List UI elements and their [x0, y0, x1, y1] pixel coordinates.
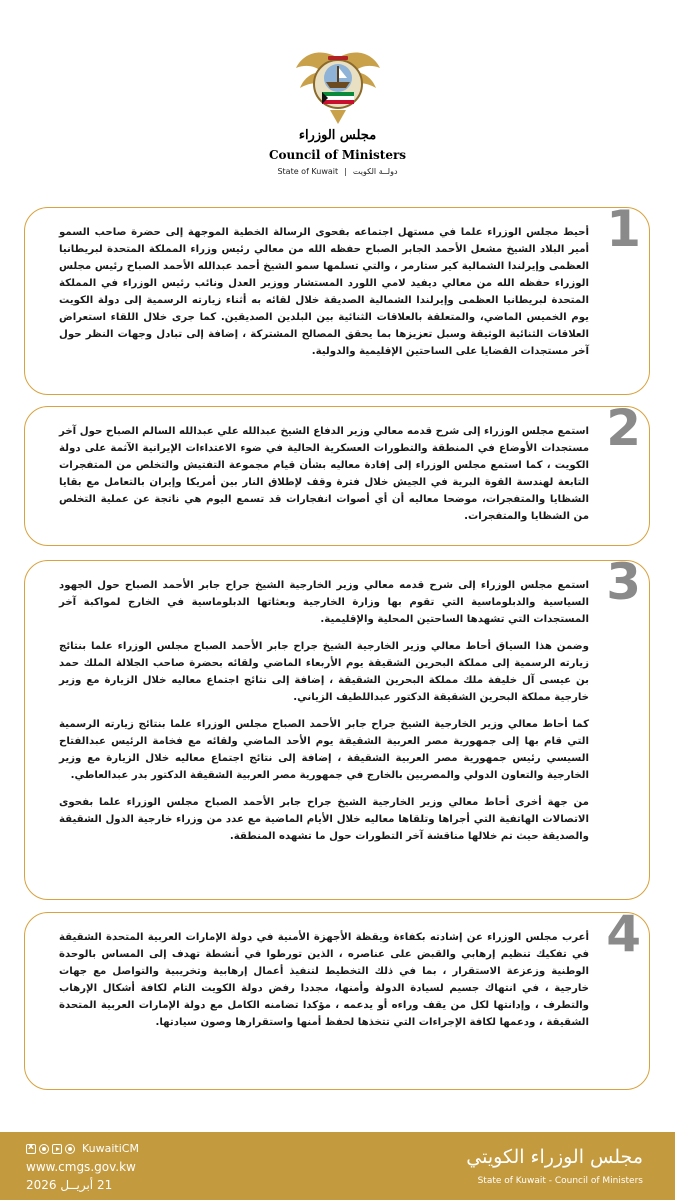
- youtube-icon[interactable]: [52, 1144, 62, 1154]
- section-paragraph: وضمن هذا السياق أحاط معالي وزير الخارجية الشيخ جراح جابر الأحمد الصباح مجلس الوزراء علما بنتائج زيارته الرسمية إلى مملكة البحرين الشقيقة يوم الأربعاء الماضي ولقائه بحضرة صاحب الجلالة الملك حمد بن عيسى آل خليفة ملك مملكة البحرين الشقيقة ، إضافة إلى نتائج اجتماع معاليه خلال الزيارة مع وزير خارجية مملكة البحرين الشقيقة الدكتور عبداللطيف الزياني.: [59, 641, 589, 703]
- section-2: [24, 399, 650, 546]
- section-body: [59, 929, 589, 1041]
- footer-title-english: State of Kuwait - Council of Ministers: [477, 1176, 643, 1186]
- header-title-english: Council of Ministers: [268, 148, 407, 162]
- header-state-line: [0, 167, 675, 176]
- section-paragraph: أعرب مجلس الوزراء عن إشادته بكفاءة ويقظة الأجهزة الأمنية في دولة الإمارات العربية المتحدة الشقيقة في تفكيك تنظيم إرهابي والقبض على عناصره ، الذين تورطوا في أنشطة تهدف إلى المساس بالوحدة الوطنية وزعزعة الاستقرار ، بما في ذلك التخطيط لتنفيذ أعمال إرهابية وتخريبية والتواصل مع جهات خارجية ، في انتهاك جسيم لسيادة الدولة وأمنها، مجددا رفض دولة الكويت التام لكافة أشكال الإرهاب والتطرف ، وإدانتها لكل من يقف وراءه أو يدعمه ، مؤكدا تضامنه الكامل مع دولة الإمارات العربية المتحدة الشقيقة ، ودعمها لكافة الإجراءات التي تتخذها لحفظ أمنها واستقرارها وصون سيادتها.: [59, 932, 589, 1028]
- kuwait-emblem-icon: [292, 38, 384, 130]
- instagram-icon[interactable]: [39, 1144, 49, 1154]
- section-4: [24, 905, 650, 1090]
- website-link[interactable]: www.cmgs.gov.kw: [26, 1160, 136, 1174]
- section-paragraph: من جهة أخرى أحاط معالي وزير الخارجية الشيخ جراح جابر الأحمد الصباح مجلس الوزراء علما بفحوى الاتصالات الهاتفية التي أجراها وتلقاها معاليه خلال الأيام الماضية مع عدد من وزراء خارجية الدول الشقيقة والصديقة حيث تم خلالها مناقشة آخر التطورات حول ما تشهده المنطقة.: [59, 797, 589, 842]
- header-separator: |: [344, 167, 347, 176]
- section-paragraph: كما أحاط معالي وزير الخارجية الشيخ جراح جابر الأحمد الصباح مجلس الوزراء علما بنتائج زيارته الرسمية التي قام بها إلى جمهورية مصر العربية الشقيقة يوم الأحد الماضي ولقائه مع فخامة الرئيس عبدالفتاح السيسي رئيس جمهورية مصر العربية الشقيقة ، إضافة إلى نتائج اجتماع معاليه خلال الزيارة مع وزير الخارجية والتعاون الدولي والمصريين بالخارج في جمهورية مصر العربية الشقيقة الدكتور بدر عبدالعاطي.: [59, 719, 589, 781]
- section-body: [59, 577, 589, 855]
- section-paragraph: استمع مجلس الوزراء إلى شرح قدمه معالي وزير الدفاع الشيخ عبدالله علي عبدالله السالم الصباح حول آخر مستجدات الأوضاع في المنطقة والتطورات العسكرية الحالية في ضوء الاعتداءات الإيرانية الآثمة على دولة الكويت ، كما استمع مجلس الوزراء إلى إفادة معاليه بشأن قيام مجموعة التفتيش والتخلص من المتفجرات التابعة لهندسة القوة البرية في الجيش خلال فترة وقف لإطلاق النار بين أمريكا وإيران بالتعامل مع بقايا الشظايا والمتفجرات، موضحا معاليه أن أي أصوات انفجارات قد تسمع اليوم هي ناتجة عن عملية التخلص من الشظايا والمتفجرات.: [59, 426, 589, 522]
- header-state-arabic: دولــة الكويت: [352, 167, 398, 176]
- header: [0, 0, 675, 190]
- section-number: 1: [606, 200, 641, 258]
- section-3: [24, 553, 650, 900]
- section-paragraph: استمع مجلس الوزراء إلى شرح قدمه معالي وزير الخارجية الشيخ جراح جابر الأحمد الصباح حول الجهود السياسية والدبلوماسية التي تقوم بها وزارة الخارجية وبعثاتها الدبلوماسية في الخارج لمواكبة آخر المستجدات التي تشهدها الساحتين المحلية والإقليمية.: [59, 580, 589, 625]
- footer-title-arabic: مجلس الوزراء الكويتي: [466, 1146, 643, 1168]
- social-handle[interactable]: KuwaitiCM: [82, 1142, 139, 1155]
- section-1: [24, 200, 650, 395]
- section-number: 4: [606, 905, 641, 963]
- header-state-english: State of Kuwait: [277, 167, 339, 176]
- section-body: [59, 423, 589, 535]
- date-label: 21 أبريــل 2026: [26, 1178, 113, 1192]
- threads-icon[interactable]: [65, 1144, 75, 1154]
- header-title-arabic: مجلس الوزراء: [298, 128, 377, 143]
- x-icon[interactable]: [26, 1144, 36, 1154]
- section-paragraph: أحيط مجلس الوزراء علما في مستهل اجتماعه بفحوى الرسالة الخطية الموجهة إلى حضرة صاحب السمو أمير البلاد الشيخ مشعل الأحمد الجابر الصباح حفظه الله من معالي رئيس وزراء المملكة المتحدة لبريطانيا العظمى وإيرلندا الشمالية كير ستارمر ، والتي تسلمها سمو الشيخ أحمد عبدالله الأحمد الصباح رئيس مجلس الوزراء حفظه الله من معالي ديفيد لامي اللورد المستشار ووزير العدل ونائب رئيس الوزراء في المملكة المتحدة لبريطانيا العظمى وإيرلندا الشمالية الصديقة خلال لقائه به أثناء زيارته الرسمية إلى دولة الكويت يوم الخميس الماضي، والمتعلقة بالعلاقات الثنائية بين البلدين الصديقين. كما جرى خلال اللقاء استعراض العلاقات الثنائية الوثيقة وسبل تعزيزها بما يحقق المصالح المشتركة ، إضافة إلى تبادل وجهات النظر حول آخر مستجدات القضايا على الساحتين الإقليمية والدولية.: [59, 227, 589, 357]
- section-number: 2: [606, 399, 641, 457]
- footer: [0, 1132, 675, 1200]
- social-row: [26, 1142, 139, 1155]
- section-body: [59, 224, 589, 370]
- section-number: 3: [606, 553, 641, 611]
